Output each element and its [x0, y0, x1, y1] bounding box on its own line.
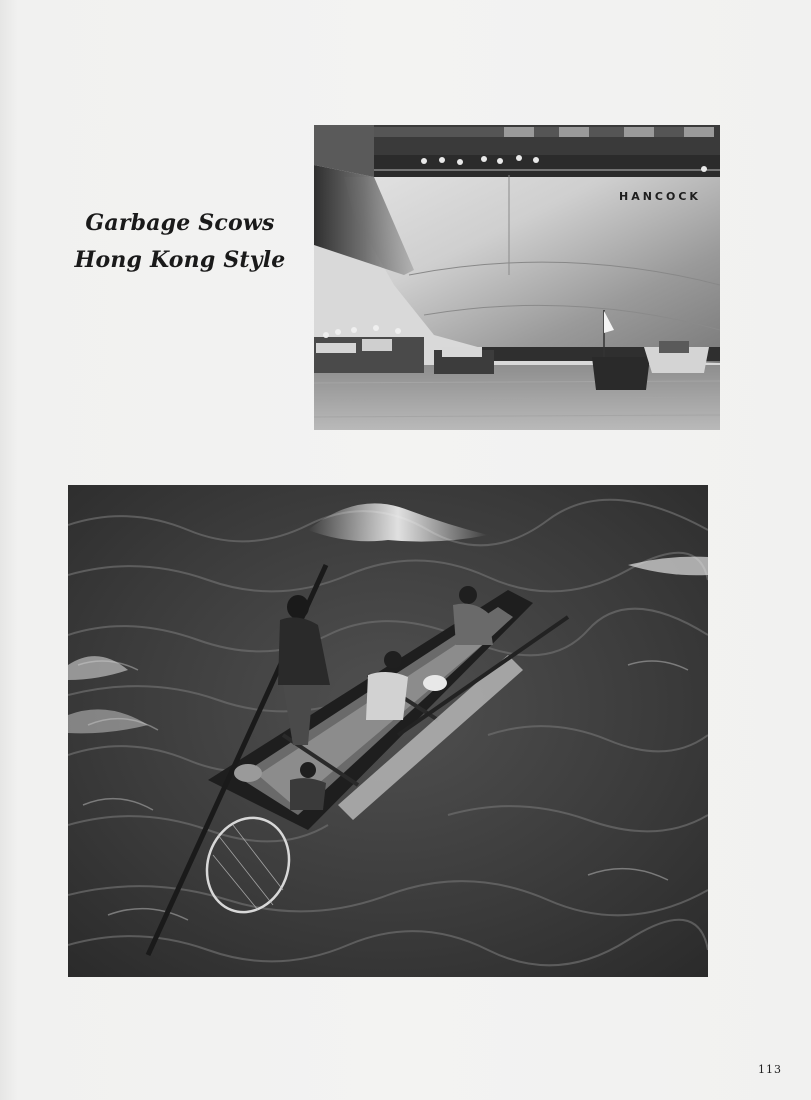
ship-photo: [314, 125, 720, 430]
sampan-photo: [68, 485, 708, 977]
page-caption: [70, 205, 290, 279]
caption-line-1: Garbage Scows: [85, 210, 275, 236]
ship-hull-lettering: HANCOCK: [619, 190, 701, 203]
caption-line-2: Hong Kong Style: [74, 247, 286, 273]
ship-photo-image: [314, 125, 720, 430]
page-number: 113: [758, 1063, 782, 1076]
sampan-photo-image: [68, 485, 708, 977]
